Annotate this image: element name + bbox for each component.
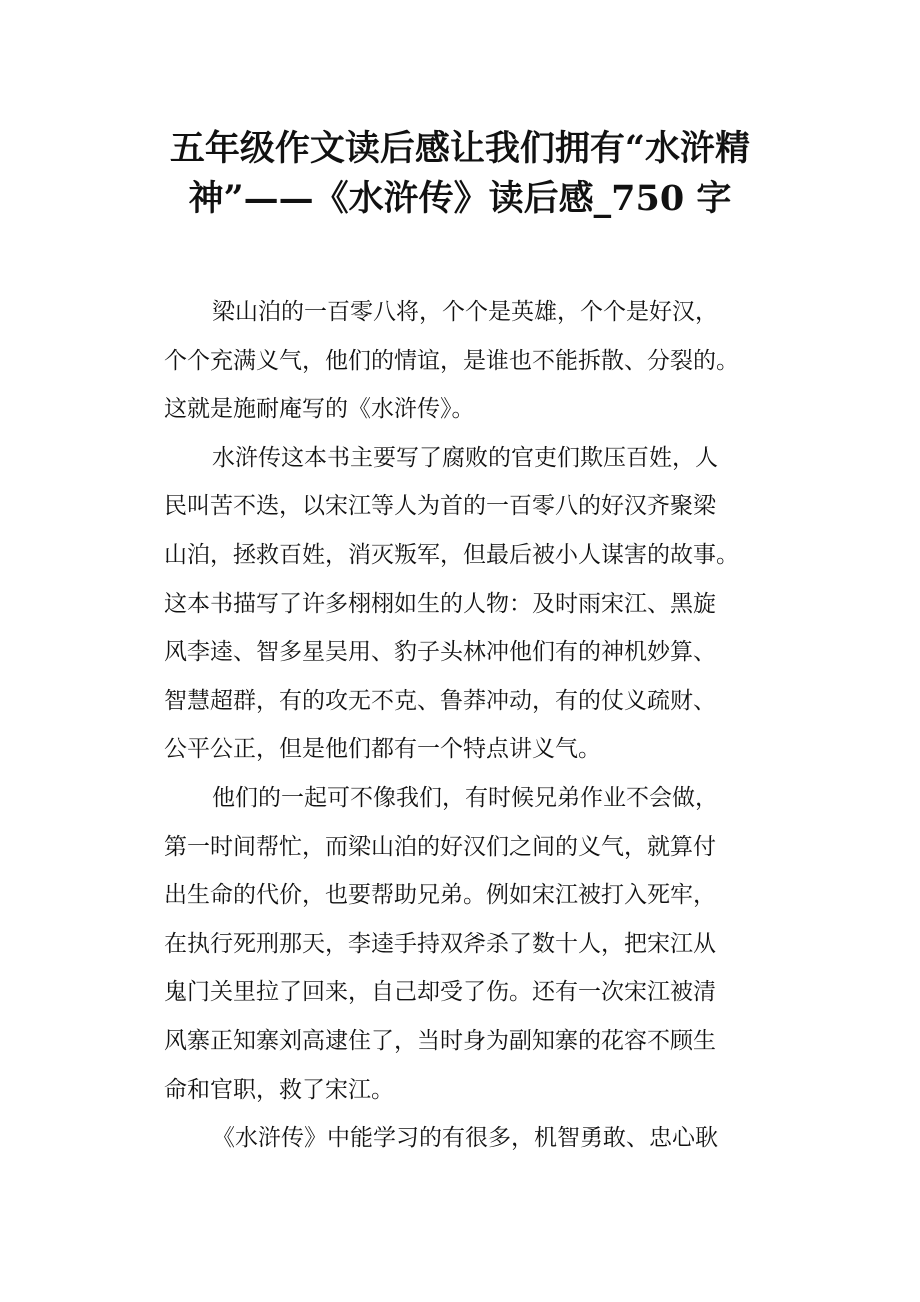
- paragraph-line: 山泊，拯救百姓，消灭叛军，但最后被小人谋害的故事。: [164, 541, 739, 568]
- paragraph-line: 鬼门关里拉了回来，自己却受了伤。还有一次宋江被清: [164, 979, 716, 1006]
- paragraph-line: 这本书描写了许多栩栩如生的人物：及时雨宋江、黑旋: [164, 590, 716, 617]
- paragraph-line: 出生命的代价，也要帮助兄弟。例如宋江被打入死牢，: [164, 882, 716, 909]
- document-title: [120, 124, 800, 224]
- paragraph-line: 个个充满义气，他们的情谊，是谁也不能拆散、分裂的。: [164, 347, 739, 374]
- paragraph-line: 风寨正知寨刘高逮住了，当时身为副知寨的花容不顾生: [164, 1027, 716, 1054]
- paragraph-line: 水浒传这本书主要写了腐败的官吏们欺压百姓，人: [212, 444, 718, 471]
- paragraph-line: 民叫苦不迭，以宋江等人为首的一百零八的好汉齐聚梁: [164, 493, 716, 520]
- paragraph-line: 智慧超群，有的攻无不克、鲁莽冲动，有的仗义疏财、: [164, 687, 716, 714]
- paragraph-4: [164, 1114, 764, 1163]
- paragraph-line: 风李逵、智多星吴用、豹子头林冲他们有的神机妙算、: [164, 639, 716, 666]
- paragraph-line: 第一时间帮忙，而梁山泊的好汉们之间的义气，就算付: [164, 833, 716, 860]
- paragraph-line: 在执行死刑那天，李逵手持双斧杀了数十人，把宋江从: [164, 930, 716, 957]
- paragraph-line: 梁山泊的一百零八将，个个是英雄，个个是好汉，: [212, 299, 718, 325]
- paragraph-line: 《水浒传》中能学习的有很多，机智勇敢、忠心耿: [212, 1125, 718, 1152]
- paragraph-line: 这就是施耐庵写的《水浒传》。: [164, 396, 475, 423]
- paragraph-1: [164, 288, 764, 434]
- paragraph-2: [164, 434, 764, 774]
- paragraph-line: 命和官职，救了宋江。: [164, 1076, 394, 1103]
- paragraph-line: 他们的一起可不像我们，有时候兄弟作业不会做，: [212, 784, 718, 811]
- document-body: [164, 288, 764, 1163]
- title-line-2: 神”——《水浒传》读后感_750 字: [188, 178, 732, 219]
- paragraph-line: 公平公正，但是他们都有一个特点讲义气。: [164, 736, 601, 763]
- title-line-1: 五年级作文读后感让我们拥有“水浒精: [169, 128, 751, 169]
- paragraph-3: [164, 774, 764, 1114]
